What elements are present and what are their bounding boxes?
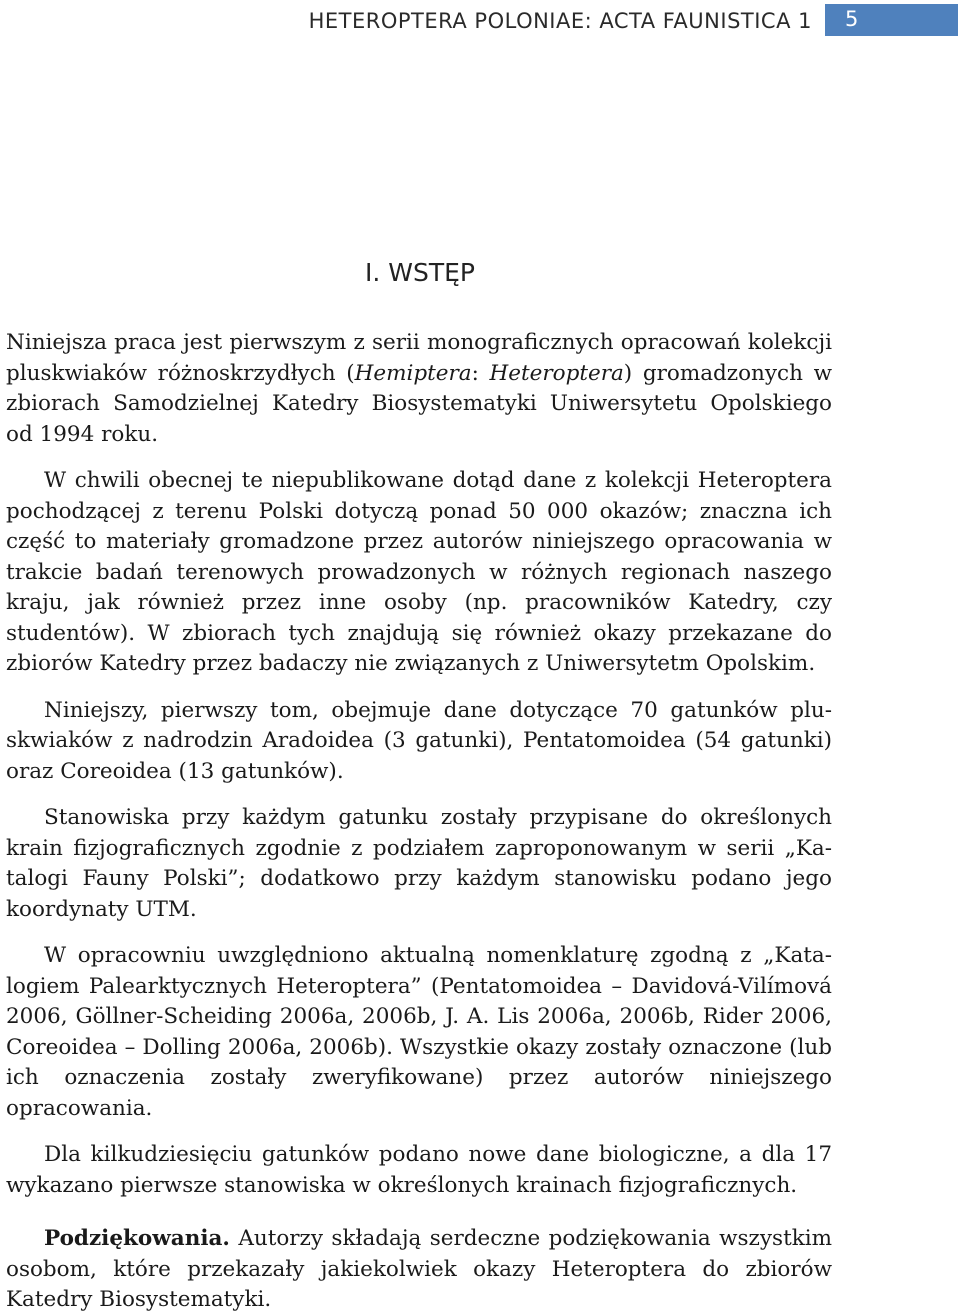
page-number: 5 [845, 7, 859, 31]
paragraph-biology: Dla kilkudziesięciu gatunków podano nowe dane biologiczne, a dla 17 wykazano pierwsze stanowiska w określonych krainach fizjograficznych. [6, 1142, 832, 1198]
taxon-hemiptera: Hemiptera [354, 360, 472, 386]
paragraph-collection: W chwili obecnej te niepublikowane dotąd dane z kolekcji Heteroptera pochodzącej z terenu Polski dotyczą ponad 50 000 okazów; znaczna ich część to materiały gromadzone przez autorów niniejszego opracowania w trakcie badań terenowych prowadzonych w różnych regionach naszego kraju, jak również przez inne osoby (np. pracowników Katedry, czy studentów). W zbiorach tych znajdują się również okazy przekazane do zbiorów Katedry przez badaczy nie związanych z Uniwersytetm Opolskim. [6, 468, 832, 676]
acknowledgements-text: Autorzy składają serdeczne podziękowania wszystkim osobom, które przekazały jakiekolwiek okazy Heteroptera do zbiorów Katedry Biosystematyki. [6, 1226, 832, 1312]
paragraph-intro [6, 328, 832, 450]
body-text [6, 328, 832, 1316]
running-header [0, 0, 960, 40]
page-number-box [825, 4, 958, 36]
running-header-title: HETEROPTERA POLONIAE: ACTA FAUNISTICA 1 [308, 9, 812, 33]
paragraph-localities: Stanowiska przy każdym gatunku zostały przypisane do określonych krain fizjograficznych zgodnie z podziałem zaproponowanym w serii „Katalogi Fauny Polski”; dodatkowo przy każdym stanowisku podano jego koordynaty UTM. [6, 805, 832, 922]
taxon-heteroptera: Heteroptera [489, 360, 624, 386]
paragraph-intro-part-a: Niniejsza praca jest pierwszym z serii monograficznych opracowań kolekcji pluskwiaków różnoskrzydłych ( [6, 330, 832, 386]
section-heading: I. WSTĘP [365, 258, 475, 287]
acknowledgements-label: Podziękowania. [44, 1226, 230, 1251]
paragraph-scope: Niniejszy, pierwszy tom, obejmuje dane dotyczące 70 gatunków pluskwiaków z nadrodzin Aradoidea (3 gatunki), Pentatomoidea (54 gatunki) oraz Coreoidea (13 gatunków). [6, 697, 832, 784]
paragraph-nomenclature: W opracowniu uwzględniono aktualną nomenklaturę zgodną z „Katalogiem Palearktycznych Heteroptera” (Pentatomoidea – Davidová-Vilímová 2006, Göllner-Scheiding 2006a, 2006b, J. A. Lis 2006a, 2006b, Rider 2006, Coreoidea – Dolling 2006a, 2006b). Wszystkie okazy zostały oznaczone (lub ich oznaczenia zostały zweryfikowane) przez autorów niniejszego opracowania. [6, 943, 832, 1121]
paragraph-intro-part-c: : [471, 360, 490, 386]
paragraph-intro-part-e: ) gromadzonych w zbiorach Samodzielnej Katedry Biosystematyki Uniwersytetu Opolskiego od 1994 roku. [6, 360, 832, 447]
paragraph-acknowledgements [6, 1224, 832, 1316]
